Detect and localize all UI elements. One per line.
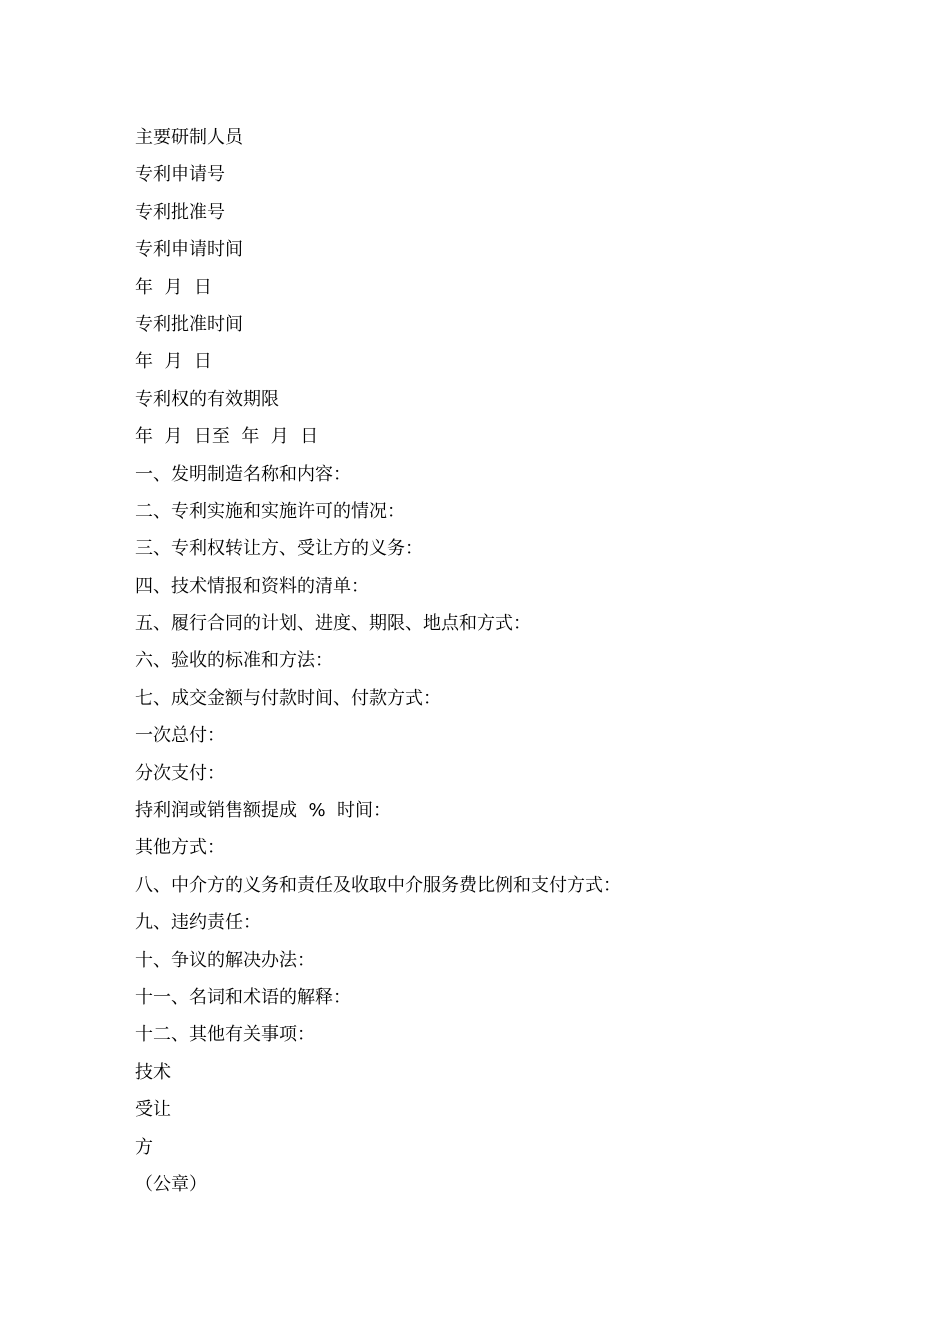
date-line: 年 月 日 — [135, 351, 212, 373]
date-range-line: 年 月 日至 年 月 日 — [135, 426, 319, 448]
field-patent-application-time: 专利申请时间 — [135, 239, 243, 261]
field-patent-application-number: 专利申请号 — [135, 164, 225, 186]
section-8-heading: 八、中介方的义务和责任及收取中介服务费比例和支付方式： — [135, 874, 621, 896]
section-5-heading: 五、履行合同的计划、进度、期限、地点和方式： — [135, 613, 531, 635]
signature-label-line-2: 受让 — [135, 1099, 171, 1121]
section-11-heading: 十一、名词和术语的解释： — [135, 986, 351, 1008]
section-7-heading: 七、成交金额与付款时间、付款方式： — [135, 687, 441, 709]
field-patent-approval-number: 专利批准号 — [135, 201, 225, 223]
signature-label-line-3: 方 — [135, 1136, 153, 1158]
field-main-developers: 主要研制人员 — [135, 127, 243, 148]
payment-other: 其他方式： — [135, 837, 225, 859]
document-body — [135, 119, 835, 1203]
section-10-heading: 十、争议的解决办法： — [135, 949, 315, 971]
section-4-heading: 四、技术情报和资料的清单： — [135, 575, 369, 597]
field-patent-approval-time: 专利批准时间 — [135, 313, 243, 335]
payment-installments: 分次支付： — [135, 762, 225, 784]
section-6-heading: 六、验收的标准和方法： — [135, 650, 333, 672]
signature-label-line-1: 技术 — [135, 1061, 171, 1083]
official-seal-label: （公章） — [135, 1173, 207, 1195]
section-2-heading: 二、专利实施和实施许可的情况： — [135, 500, 405, 522]
payment-lump-sum: 一次总付： — [135, 725, 225, 747]
section-9-heading: 九、违约责任： — [135, 912, 261, 934]
section-1-heading: 一、发明制造名称和内容： — [135, 463, 351, 485]
payment-royalty: 持利润或销售额提成 % 时间： — [135, 800, 391, 822]
section-3-heading: 三、专利权转让方、受让方的义务： — [135, 538, 423, 560]
section-12-heading: 十二、其他有关事项： — [135, 1024, 315, 1046]
field-patent-validity-period: 专利权的有效期限 — [135, 388, 279, 410]
date-line: 年 月 日 — [135, 276, 212, 298]
